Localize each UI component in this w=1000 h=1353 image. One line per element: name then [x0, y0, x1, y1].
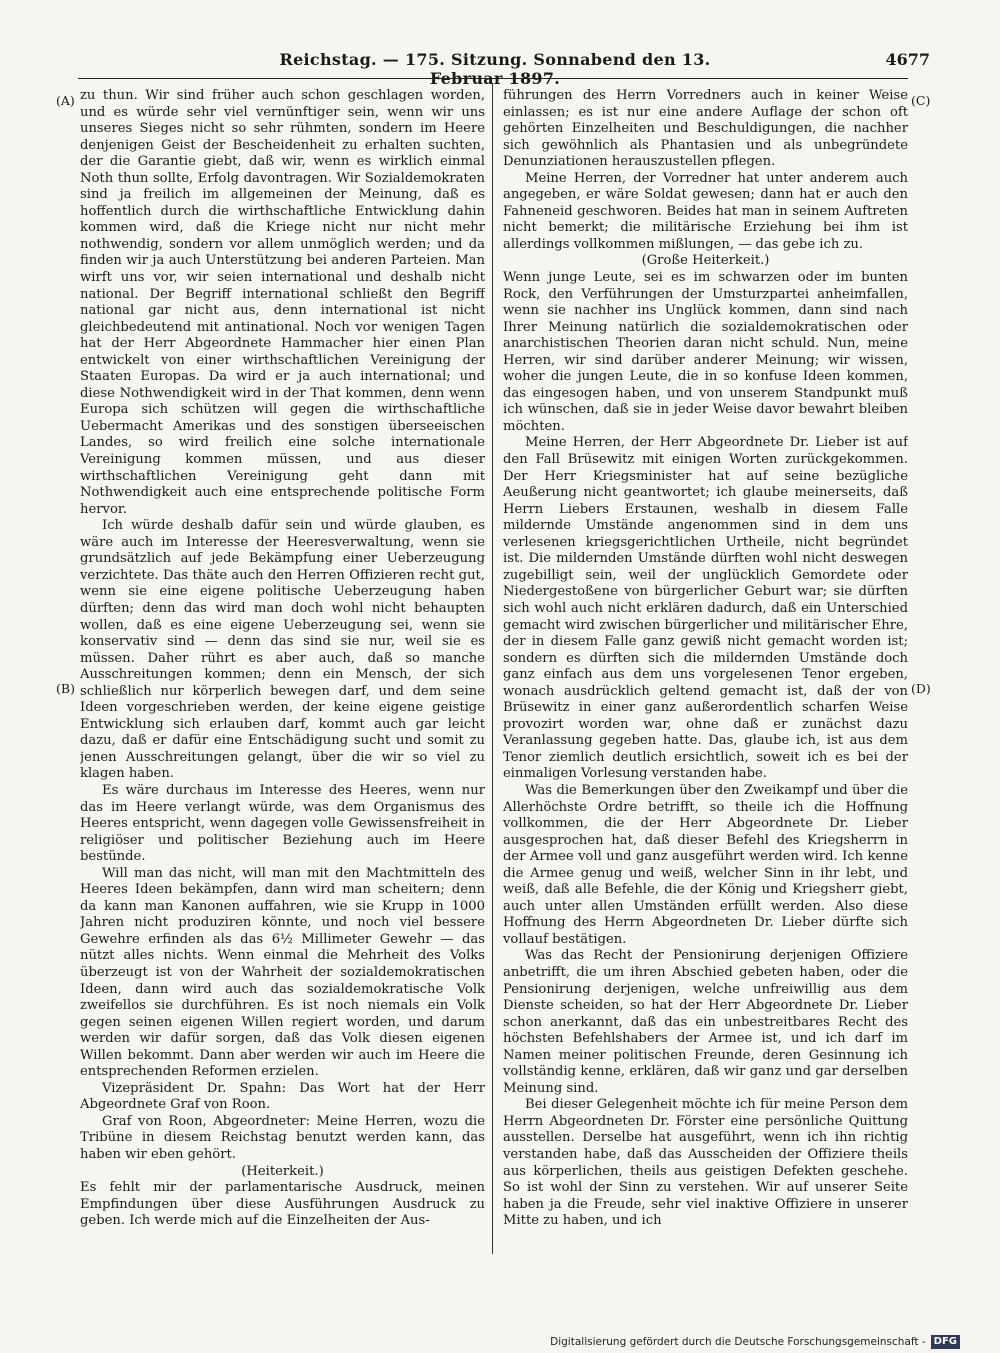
paragraph: zu thun. Wir sind früher auch schon geschlagen worden, und es würde sehr viel vernünftiger sein, wenn wir uns unseres Sieges nicht so sehr rühmten, sondern im Heere denjenigen Geist der Bescheidenheit zu erhalten suchten, der die Garantie giebt, daß wir, wenn es wirklich einmal Noth thun sollte, Erfolg davontragen. Wir Sozialdemokraten sind ja freilich im allgemeinen der Meinung, daß es hoffentlich durch die wirthschaftliche Entwicklung dahin kommen wird, daß die Kriege nicht nur nicht mehr nothwendig, sondern vor allem unmöglich werden; und da finden wir ja auch Unterstützung bei anderen Parteien. Man wirft uns vor, wir seien international und deshalb nicht national. Der Begriff international schließt den Begriff national gar nicht aus, denn international ist nicht gleichbedeutend mit antinational. Noch vor wenigen Tagen hat der Herr Abgeordnete Hammacher hier einen Plan entwickelt von einer wirthschaftlichen Vereinigung der Staaten Europas. Da wird er ja auch international; und diese Nothwendigkeit wird in der That kommen, denn wenn Europa sich schützen will gegen die wirthschaftliche Uebermacht Amerikas und des sonstigen überseeischen Landes, so wird freilich eine solche internationale Vereinigung kommen müssen, und aus dieser wirthschaftlichen Vereinigung geht dann mit Nothwendigkeit auch eine entsprechende politische Form hervor.: [80, 88, 485, 517]
paragraph: führungen des Herrn Vorredners auch in keiner Weise einlassen; es ist nur eine andere Auflage der schon oft gehörten Einzelheiten und Beschuldigungen, die nachher sich gewöhnlich als Phantasien und als unbegründete Denunziationen herauszustellen pflegen.: [503, 88, 908, 170]
paragraph: Es fehlt mir der parlamentarische Ausdruck, meinen Empfindungen über diese Ausführungen Ausdruck zu geben. Ich werde mich auf die Einzelheiten der Aus-: [80, 1180, 485, 1229]
column-divider: [492, 84, 493, 1254]
dfg-logo: DFG: [931, 1335, 960, 1349]
interjection: (Große Heiterkeit.): [641, 253, 770, 269]
paragraph: Meine Herren, der Vorredner hat unter anderem auch angegeben, er wäre Soldat gewesen; dann hat er auch den Fahneneid geschworen. Beides hat man in seinem Auftreten nicht bemerkt; die militärische Erziehung bei ihm ist allerdings vollkommen mißlungen, — das gebe ich zu.: [503, 170, 908, 252]
margin-marker-b: (B): [56, 681, 75, 696]
header-rule: [78, 78, 908, 79]
page-number: 4677: [885, 50, 930, 69]
digitization-footer: [520, 1335, 960, 1349]
speaker-paragraph: Vizepräsident Dr. Spahn: Das Wort hat der Herr Abgeordnete Graf von Roon.: [80, 1080, 485, 1113]
right-column: [503, 88, 908, 1248]
paragraph: Will man das nicht, will man mit den Machtmitteln des Heeres Ideen bekämpfen, dann wird man scheitern; denn da kann man Kanonen auffahren, wie sie Krupp in 1000 Jahren nicht produziren könnte, und noch viel bessere Gewehre erfinden als das 6½ Millimeter Gewehr — das nützt alles nichts. Wenn einmal die Mehrheit des Volks überzeugt ist von der Wahrheit der sozialdemokratischen Ideen, dann wird auch das sozialdemokratische Volk zweifellos sie durchführen. Es ist noch niemals ein Volk gegen seinen eigenen Willen regiert worden, und darum werden wir dafür sorgen, daß das Volk diesen eigenen Willen bekommt. Dann aber werden wir auch im Heere die entsprechenden Reformen erzielen.: [80, 865, 485, 1080]
margin-marker-c: (C): [911, 93, 931, 108]
speaker-paragraph: Graf von Roon, Abgeordneter: Meine Herren, wozu die Tribüne in diesem Reichstag benutzt werden kann, das haben wir eben gehört.: [80, 1113, 485, 1162]
left-column: [80, 88, 485, 1248]
header-title: Reichstag. — 175. Sitzung. Sonnabend den 13. Februar 1897.: [279, 50, 711, 88]
footer-text: Digitalisierung gefördert durch die Deutsche Forschungsgemeinschaft -: [550, 1336, 926, 1348]
paragraph: Ich würde deshalb dafür sein und würde glauben, es wäre auch im Interesse der Heeresverwaltung, wenn sie grundsätzlich auf jede Bekämpfung einer Ueberzeugung verzichtete. Das thäte auch den Herren Offizieren recht gut, wenn sie eine eigene politische Ueberzeugung haben dürften; denn das wird man doch wohl nicht behaupten wollen, daß es eine eigene Ueberzeugung sei, wenn sie konservativ sind — denn das sind sie nur, weil sie es müssen. Daher rührt es aber auch, daß so manche Ausschreitungen kommen; denn ein Mensch, der sich schließlich nur körperlich bewegen darf, und dem seine Ideen vorgeschrieben werden, der keine eigene geistige Entwicklung sich erlauben darf, kommt auch gar leicht dazu, daß er dafür eine Entschädigung sucht und somit zu jenen Ausschreitungen gelangt, über die wir so viel zu klagen haben.: [80, 518, 485, 782]
margin-marker-a: (A): [56, 93, 75, 108]
paragraph: Wenn junge Leute, sei es im schwarzen oder im bunten Rock, den Verführungen der Umsturzpartei anheimfallen, wenn sie nachher ins Unglück kommen, dann sind nach Ihrer Meinung natürlich die sozialdemokratischen oder anarchistischen Theorien daran nicht schuld. Nun, meine Herren, wir sind darüber anderer Meinung; wir wissen, woher die jungen Leute, die in so konfuse Ideen kommen, das eingesogen haben, und von unserem Standpunkt muß ich wünschen, daß sie in jeder Weise davor bewahrt bleiben möchten.: [503, 270, 908, 434]
paragraph: Bei dieser Gelegenheit möchte ich für meine Person dem Herrn Abgeordneten Dr. Förster eine persönliche Quittung ausstellen. Derselbe hat ausgeführt, wenn ich ihn richtig verstanden habe, daß das Ausscheiden der Offiziere theils aus körperlichen, theils aus geistigen Defekten geschehe. So ist wohl der Sinn zu verstehen. Wir auf unserer Seite haben ja die Freude, sehr viel inaktive Offiziere in unserer Mitte zu haben, und ich: [503, 1097, 908, 1229]
interjection: (Heiterkeit.): [241, 1163, 324, 1179]
margin-marker-d: (D): [911, 681, 931, 696]
running-header: [0, 50, 1000, 88]
paragraph: Was das Recht der Pensionirung derjenigen Offiziere anbetrifft, die um ihren Abschied gebeten haben, oder die Pensionirung derjenigen, welche unfreiwillig aus dem Dienste scheiden, so hat der Herr Abgeordnete Dr. Lieber schon anerkannt, daß das ein unbestreitbares Recht des höchsten Befehlshabers der Armee ist, und ich darf im Namen meiner politischen Freunde, deren Gesinnung ich vollständig kenne, erklären, daß wir ganz und gar derselben Meinung sind.: [503, 948, 908, 1096]
paragraph: Es wäre durchaus im Interesse des Heeres, wenn nur das im Heere verlangt würde, was dem Organismus des Heeres entspricht, wenn dagegen volle Gewissensfreiheit in religiöser und politischer Beziehung auch im Heere bestünde.: [80, 782, 485, 865]
paragraph: Was die Bemerkungen über den Zweikampf und über die Allerhöchste Ordre betrifft, so theile ich die Hoffnung vollkommen, die der Herr Abgeordnete Dr. Lieber ausgesprochen hat, daß dieser Befehl des Kriegsherrn in der Armee voll und ganz ausgeführt werden wird. Ich kenne die Armee genug und weiß, welcher Sinn in ihr lebt, und weiß, daß alle Befehle, die der König und Kriegsherr giebt, auch unter allen Umständen erfüllt werden. Also diese Hoffnung des Herrn Abgeordneten Dr. Lieber dürfte sich vollauf bestätigen.: [503, 782, 908, 947]
paragraph: Meine Herren, der Herr Abgeordnete Dr. Lieber ist auf den Fall Brüsewitz mit einigen Worten zurückgekommen. Der Herr Kriegsminister hat auf seine bezügliche Aeußerung nicht geantwortet; ich glaube meinerseits, daß Herrn Liebers Erstaunen, weshalb in diesem Falle mildernde Umstände angenommen sind in dem uns verlesenen kriegsgerichtlichen Urtheile, nicht begründet ist. Die mildernden Umstände dürften wohl nicht deswegen zugebilligt sein, weil der unglücklich Gemordete oder Niedergestoßene von bürgerlicher Geburt war; sie dürften sich wohl auch nicht erklären dadurch, daß ein Unterschied gemacht wird zwischen bürgerlicher und militärischer Ehre, der in diesem Falle ganz gewiß nicht gemacht worden ist; sondern es dürften sich die mildernden Umstände doch ganz einfach aus dem uns vorgelesenen Tenor ergeben, wonach ausdrücklich geltend gemacht ist, daß der von Brüsewitz in einer ganz außerordentlich scharfen Weise provozirt worden war, ohne daß er zunächst dazu Veranlassung gegeben hatte. Das, glaube ich, ist aus dem Tenor ziemlich deutlich ersichtlich, soweit ich es bei der einmaligen Vorlesung verstanden habe.: [503, 435, 908, 782]
